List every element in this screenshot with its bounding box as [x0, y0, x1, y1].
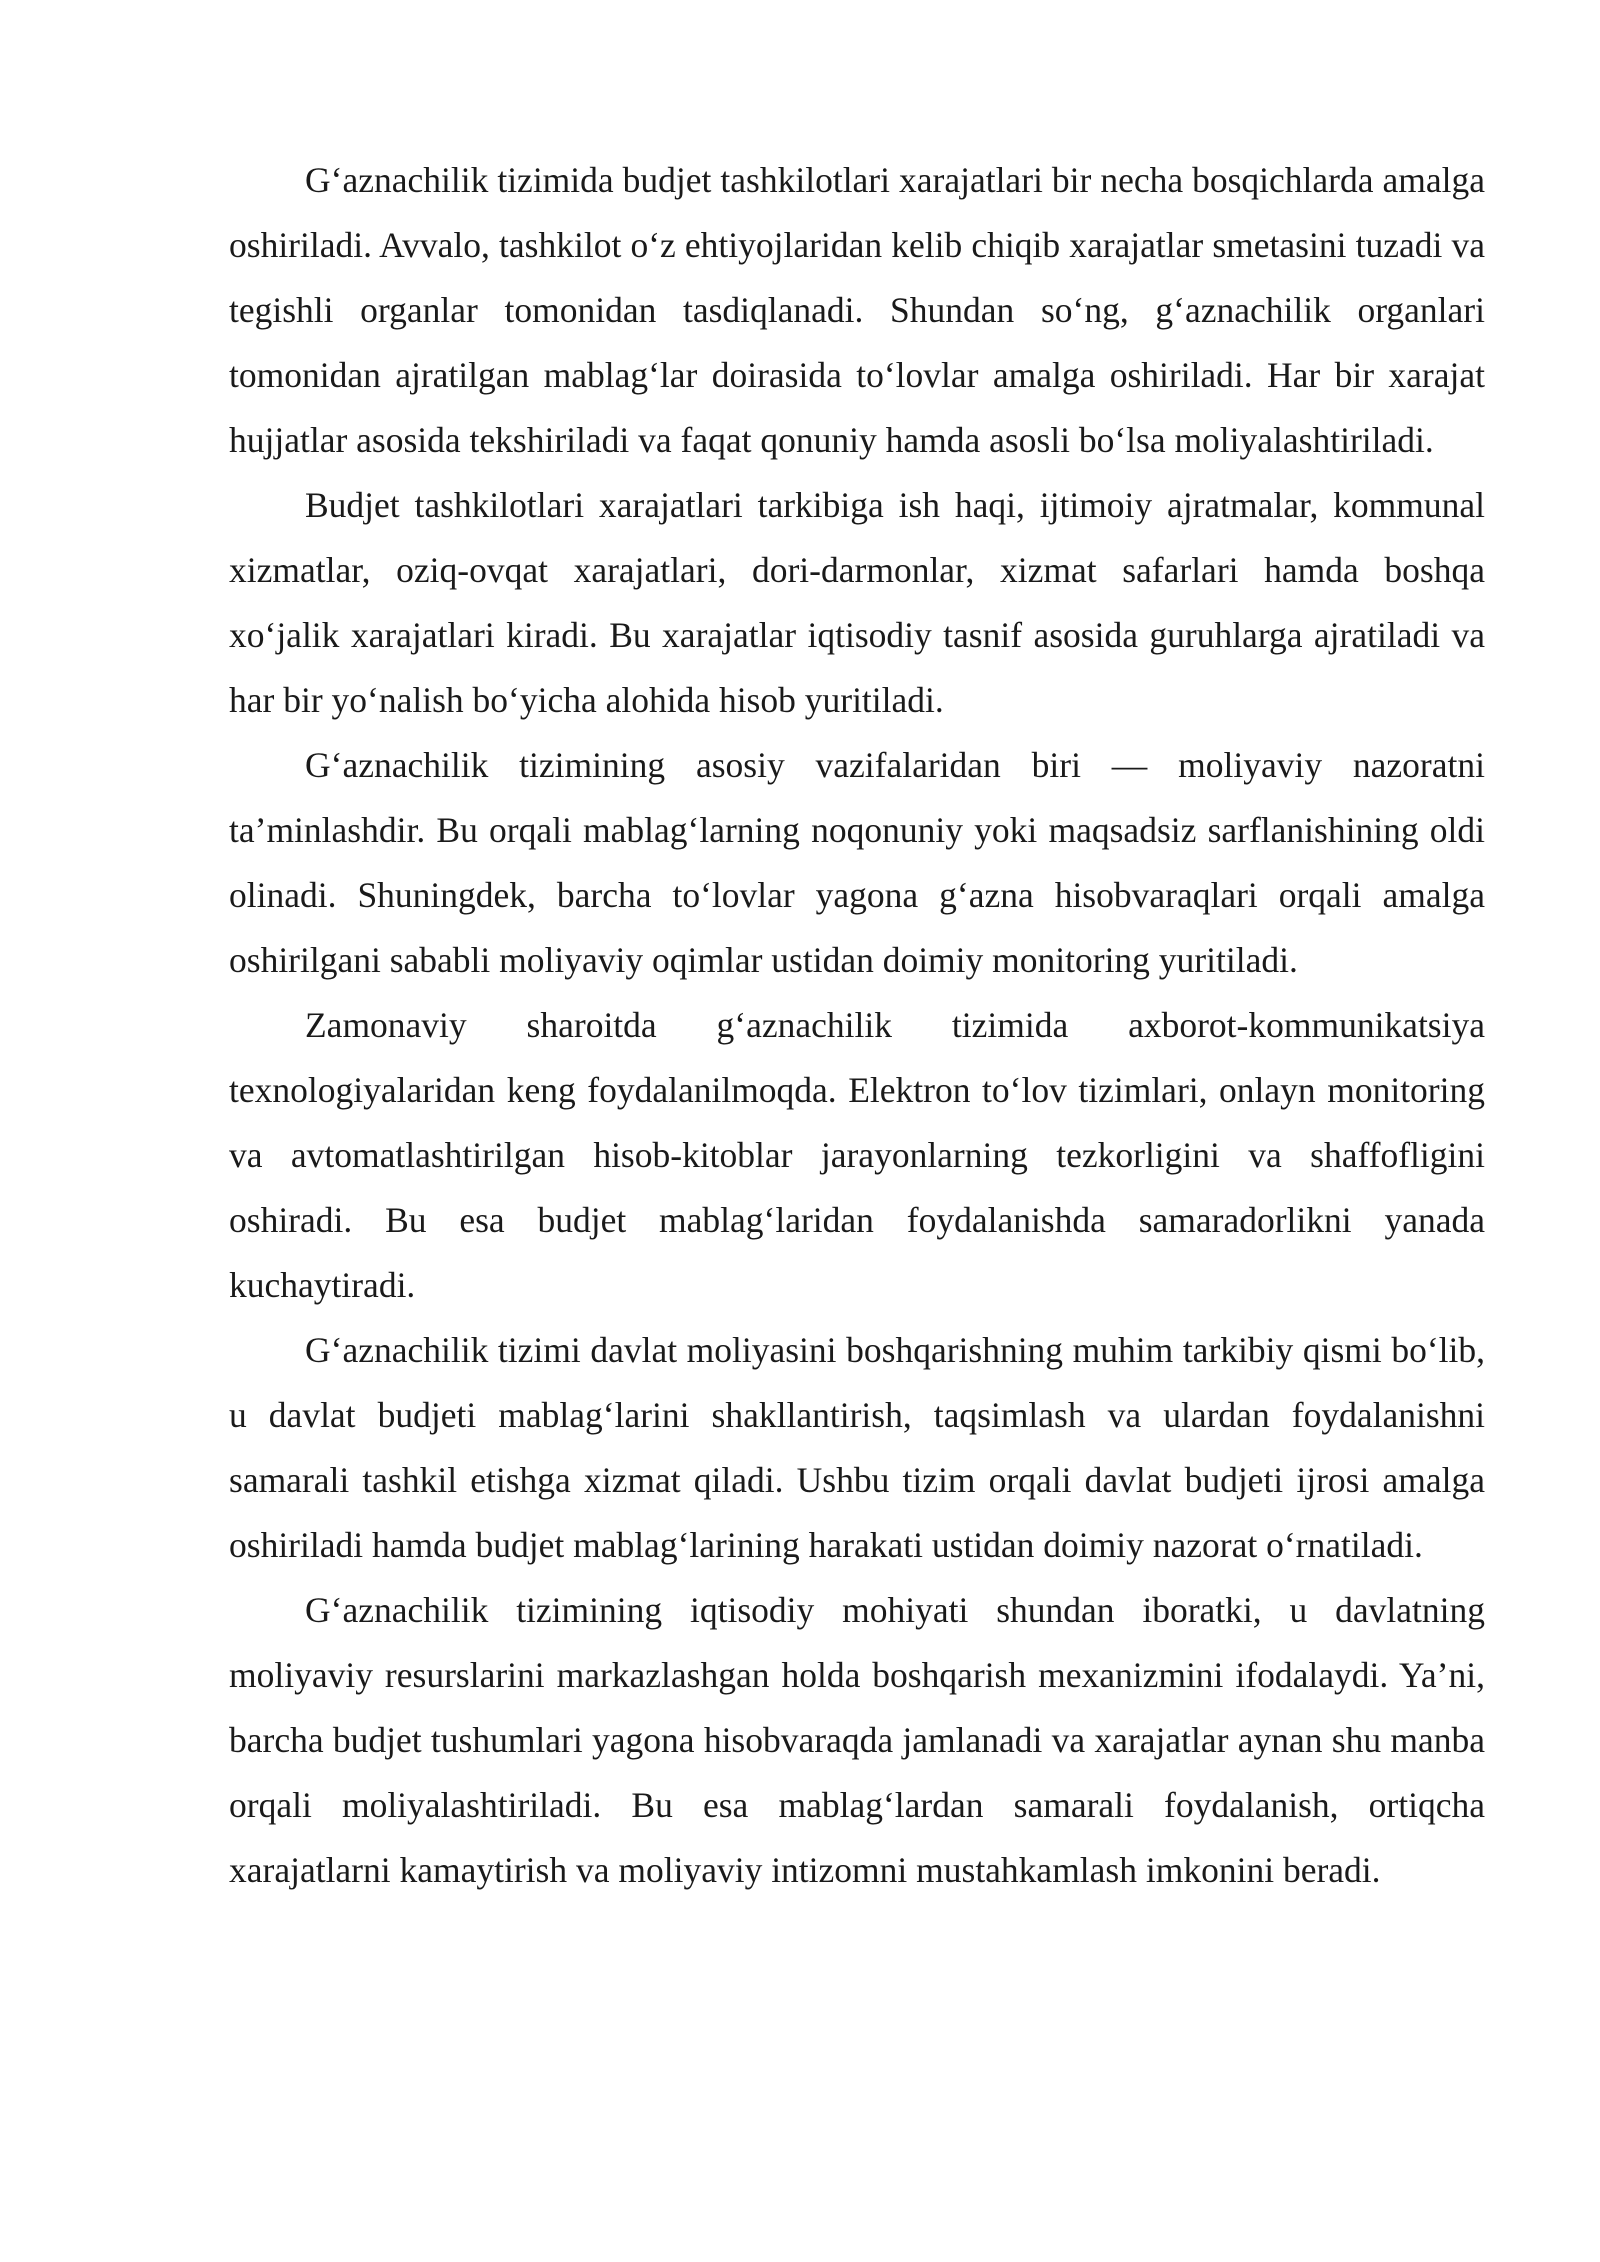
paragraph-6: G‘aznachilik tizimining iqtisodiy mohiyati shundan iboratki, u davlatning moliyaviy resurslarini markazlashgan holda boshqarish mexanizmini ifodalaydi. Ya’ni, barcha budjet tushumlari yagona hisobvaraqda jamlanadi va xarajatlar aynan shu manba orqali moliyalashtiriladi. Bu esa mablag‘lardan samarali foydalanish, ortiqcha xarajatlarni kamaytirish va moliyaviy intizomni mustahkamlash imkonini beradi. — [229, 1590, 1485, 1890]
paragraph-3: G‘aznachilik tizimining asosiy vazifalaridan biri — moliyaviy nazoratni ta’minlashdir. Bu orqali mablag‘larning noqonuniy yoki maqsadsiz sarflanishining oldi olinadi. Shuningdek, barcha to‘lovlar yagona g‘azna hisobvaraqlari orqali amalga oshirilgani sababli moliyaviy oqimlar ustidan doimiy monitoring yuritiladi. — [229, 745, 1485, 980]
paragraph-1: G‘aznachilik tizimida budjet tashkilotlari xarajatlari bir necha bosqichlarda amalga oshiriladi. Avvalo, tashkilot o‘z ehtiyojlaridan kelib chiqib xarajatlar smetasini tuzadi va tegishli organlar tomonidan tasdiqlanadi. Shundan so‘ng, g‘aznachilik organlari tomonidan ajratilgan mablag‘lar doirasida to‘lovlar amalga oshiriladi. Har bir xarajat hujjatlar asosida tekshiriladi va faqat qonuniy hamda asosli bo‘lsa moliyalashtiriladi. — [229, 160, 1485, 460]
document-body — [229, 148, 1485, 1903]
paragraph-4: Zamonaviy sharoitda g‘aznachilik tizimida axborot-kommunikatsiya texnologiyalaridan keng foydalanilmoqda. Elektron to‘lov tizimlari, onlayn monitoring va avtomatlashtirilgan hisob-kitoblar jarayonlarning tezkorligini va shaffofligini oshiradi. Bu esa budjet mablag‘laridan foydalanishda samaradorlikni yanada kuchaytiradi. — [229, 1005, 1485, 1305]
paragraph-5: G‘aznachilik tizimi davlat moliyasini boshqarishning muhim tarkibiy qismi bo‘lib, u davlat budjeti mablag‘larini shakllantirish, taqsimlash va ulardan foydalanishni samarali tashkil etishga xizmat qiladi. Ushbu tizim orqali davlat budjeti ijrosi amalga oshiriladi hamda budjet mablag‘larining harakati ustidan doimiy nazorat o‘rnatiladi. — [229, 1330, 1485, 1565]
paragraph-2: Budjet tashkilotlari xarajatlari tarkibiga ish haqi, ijtimoiy ajratmalar, kommunal xizmatlar, oziq-ovqat xarajatlari, dori-darmonlar, xizmat safarlari hamda boshqa xo‘jalik xarajatlari kiradi. Bu xarajatlar iqtisodiy tasnif asosida guruhlarga ajratiladi va har bir yo‘nalish bo‘yicha alohida hisob yuritiladi. — [229, 485, 1485, 720]
